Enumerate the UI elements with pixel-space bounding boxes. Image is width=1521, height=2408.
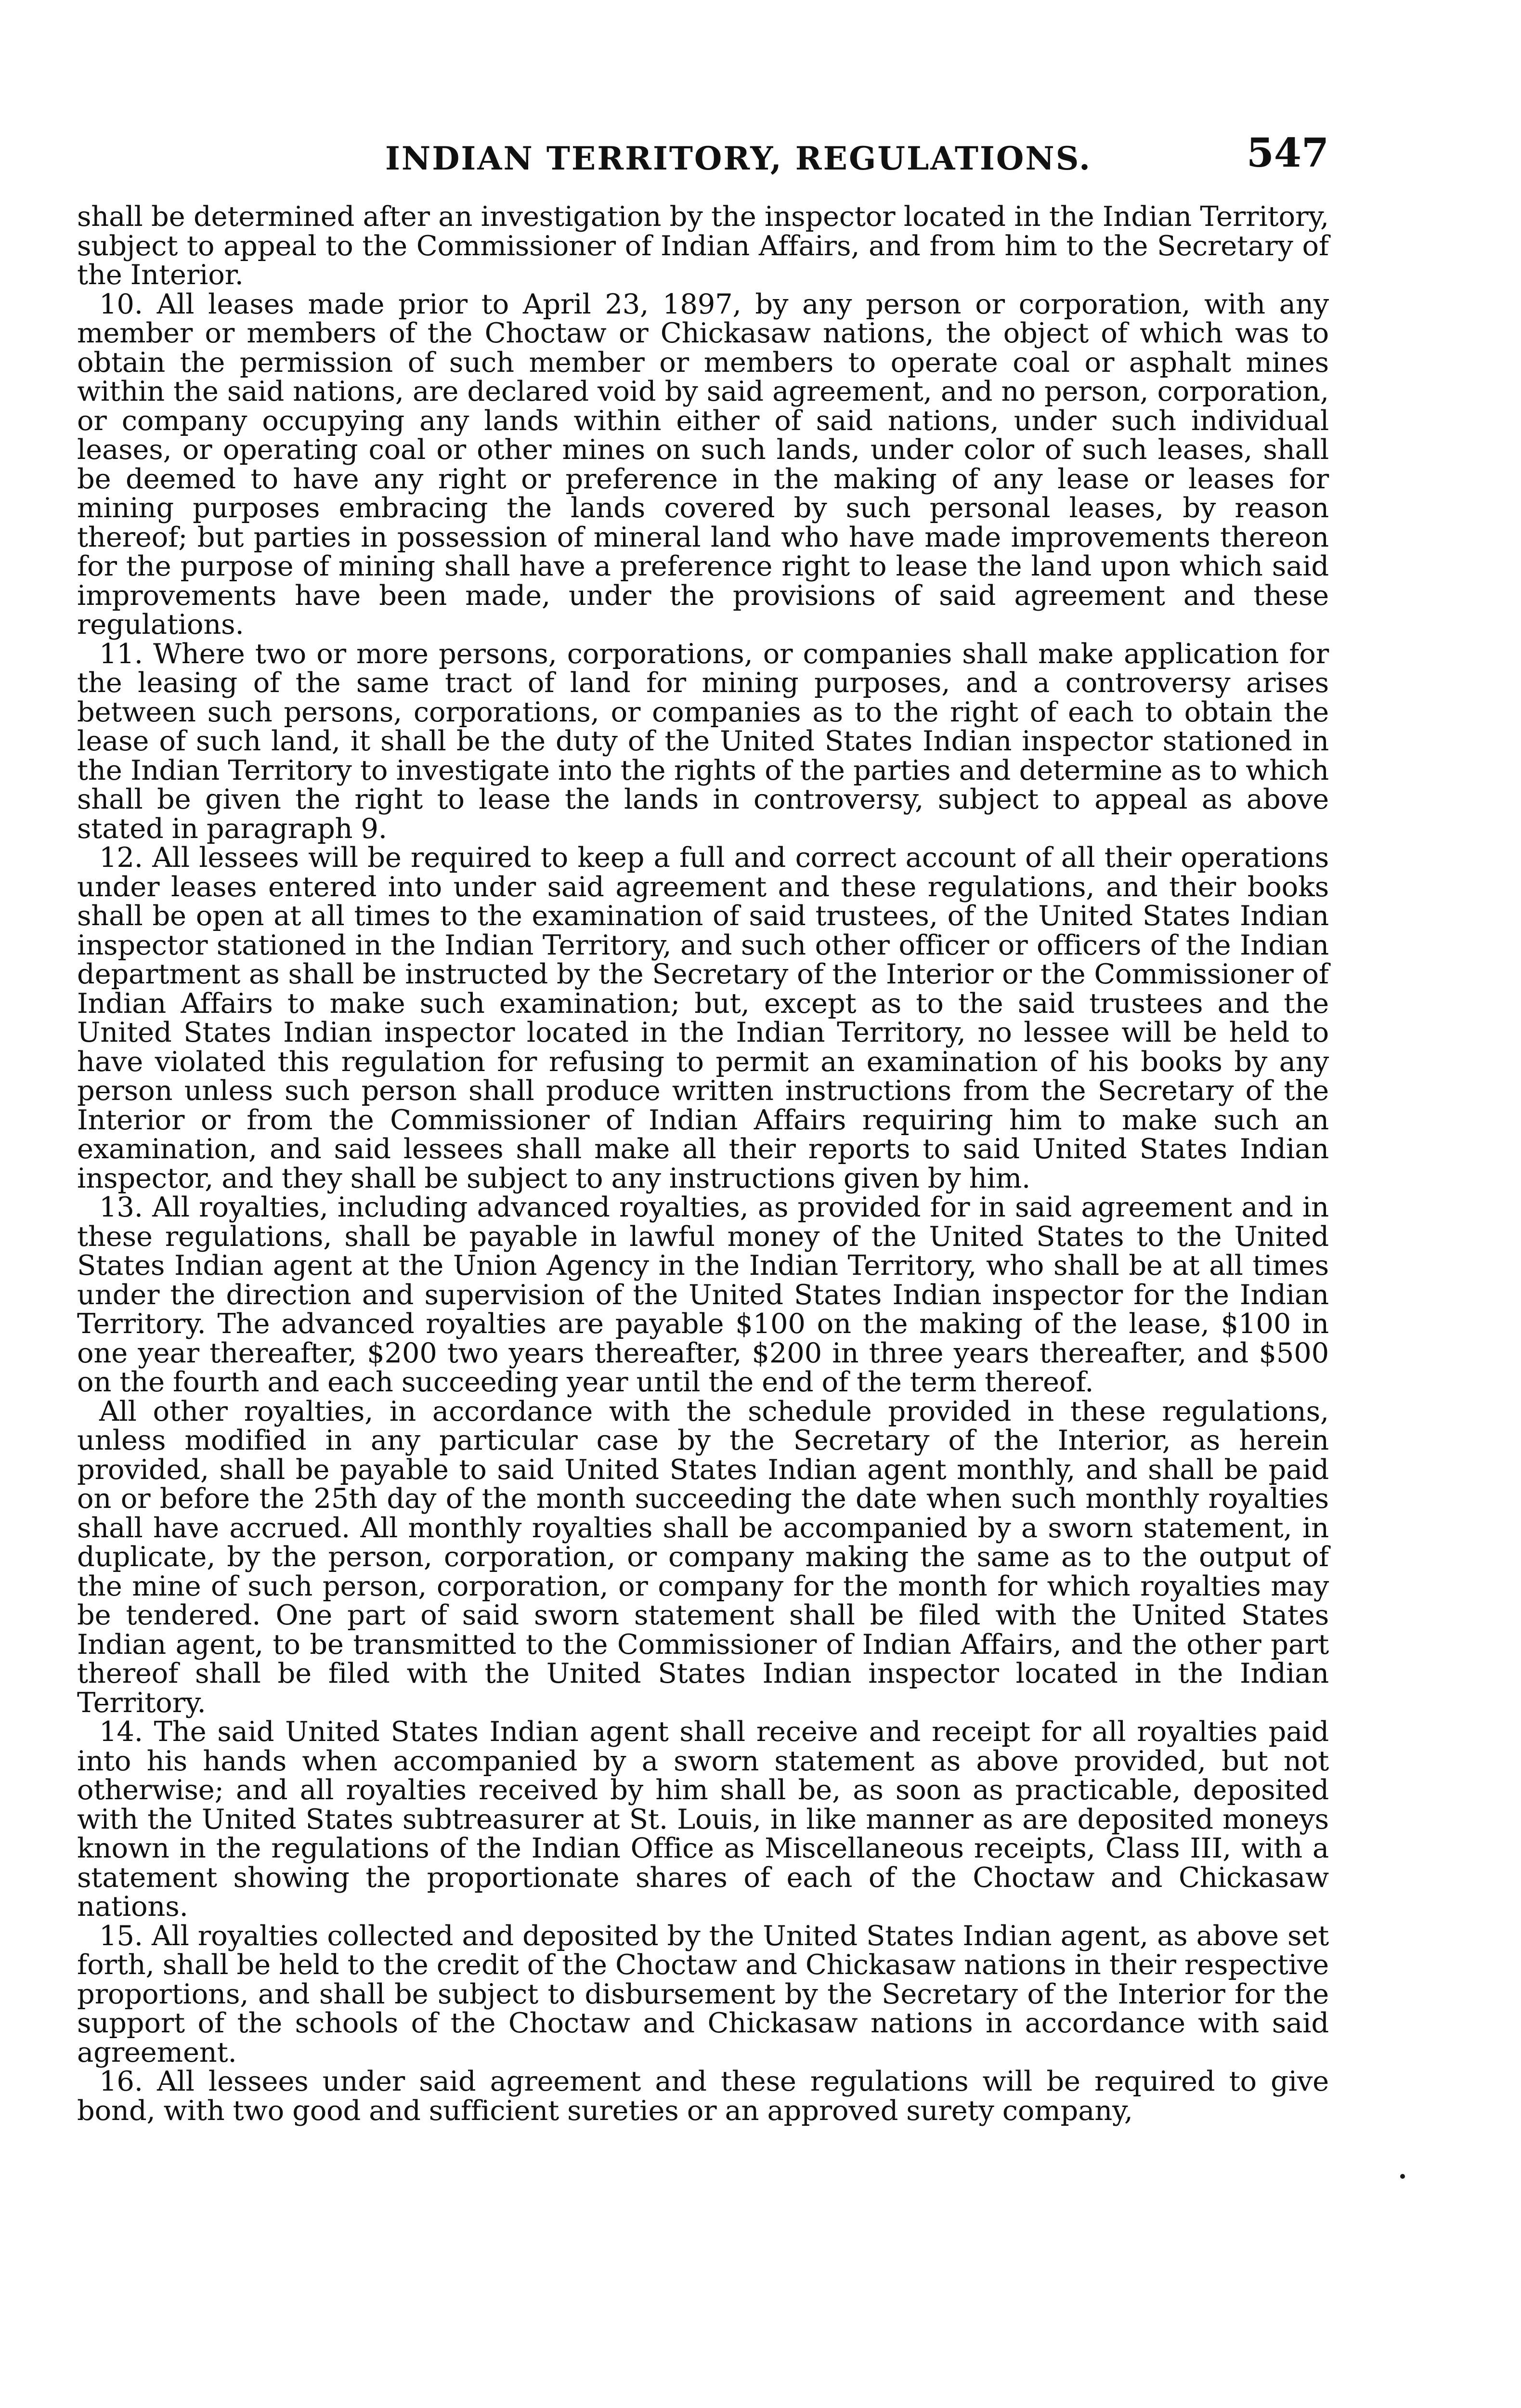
page-number: 547 <box>1246 130 1329 176</box>
paragraph-16: 16. All lessees under said agreement and these regulations will be required to give bond, with two good and sufficient sureties or an approved surety company, <box>77 2065 1329 2127</box>
paragraph-13-continued: All other royalties, in accordance with the schedule provided in these regulations, unless modified in any particular case by the Secretary of the Interior, as herein provided, shall be payable to said United States Indian agent monthly, and shall be paid on or before the 25th day of the month succeeding the date when such monthly royalties shall have accrued. All monthly royalties shall be accompanied by a sworn statement, in duplicate, by the person, corporation, or company making the same as to the output of the mine of such person, corporation, or company for the month for which royalties may be tendered. One part of said sworn statement shall be filed with the United States Indian agent, to be transmitted to the Commissioner of Indian Affairs, and the other part thereof shall be filed with the United States Indian inspector located in the Indian Territory. <box>77 1395 1329 1719</box>
paragraph-12: 12. All lessees will be required to keep a full and correct account of all their operations under leases entered into under said agreement and these regulations, and their books shall be open at all times to the examination of said trustees, of the United States Indian inspector stationed in the Indian Territory, and such other officer or officers of the Indian department as shall be instructed by the Secretary of the Interior or the Commissioner of Indian Affairs to make such examination; but, except as to the said trustees and the United States Indian inspector located in the Indian Territory, no lessee will be held to have violated this regulation for refusing to permit an examination of his books by any person unless such person shall produce written instructions from the Secretary of the Interior or from the Commissioner of Indian Affairs requiring him to make such an examination, and said lessees shall make all their reports to said United States Indian inspector, and they shall be subject to any instructions given by him. <box>77 841 1329 1194</box>
paragraph-continuation: shall be determined after an investigation by the inspector located in the Indian Territory, subject to appeal to the Commissioner of Indian Affairs, and from him to the Secretary of the Interior. <box>77 200 1329 291</box>
running-head <box>77 130 1329 183</box>
paragraph-10: 10. All leases made prior to April 23, 1897, by any person or corporation, with any member or members of the Choctaw or Chickasaw nations, the object of which was to obtain the permission of such member or members to operate coal or asphalt mines within the said nations, are declared void by said agreement, and no person, corporation, or company occupying any lands within either of said nations, under such individual leases, or operating coal or other mines on such lands, under color of such leases, shall be deemed to have any right or preference in the making of any lease or leases for mining purposes embracing the lands covered by such personal leases, by reason thereof; but parties in possession of mineral land who have made improvements thereon for the purpose of mining shall have a preference right to lease the land upon which said improvements have been made, under the provisions of said agreement and these regulations. <box>77 288 1329 641</box>
body-text <box>77 202 1329 2125</box>
paragraph-15: 15. All royalties collected and deposited by the United States Indian agent, as above set forth, shall be held to the credit of the Choctaw and Chickasaw nations in their respective proportions, and shall be subject to disbursement by the Secretary of the Interior for the support of the schools of the Choctaw and Chickasaw nations in accordance with said agreement. <box>77 1919 1329 2068</box>
paragraph-13: 13. All royalties, including advanced royalties, as provided for in said agreement and in these regulations, shall be payable in lawful money of the United States to the United States Indian agent at the Union Agency in the Indian Territory, who shall be at all times under the direction and supervision of the United States Indian inspector for the Indian Territory. The advanced royalties are payable $100 on the making of the lease, $100 in one year thereafter, $200 two years thereafter, $200 in three years thereafter, and $500 on the fourth and each succeeding year until the end of the term thereof. <box>77 1191 1329 1398</box>
paragraph-11: 11. Where two or more persons, corporations, or companies shall make application for the leasing of the same tract of land for mining purposes, and a controversy arises between such persons, corporations, or companies as to the right of each to obtain the lease of such land, it shall be the duty of the United States Indian inspector stationed in the Indian Territory to investigate into the rights of the parties and determine as to which shall be given the right to lease the lands in controversy, subject to appeal as above stated in paragraph 9. <box>77 637 1329 845</box>
paragraph-14: 14. The said United States Indian agent shall receive and receipt for all royalties paid into his hands when accompanied by a sworn statement as above provided, but not otherwise; and all royalties received by him shall be, as soon as practicable, deposited with the United States subtreasurer at St. Louis, in like manner as are deposited moneys known in the regulations of the Indian Office as Miscellaneous receipts, Class III, with a statement showing the proportionate shares of each of the Choctaw and Chickasaw nations. <box>77 1715 1329 1923</box>
running-title: INDIAN TERRITORY, REGULATIONS. <box>385 140 1092 177</box>
document-page <box>77 130 1329 2125</box>
stray-ink-dot <box>1400 2174 1405 2179</box>
